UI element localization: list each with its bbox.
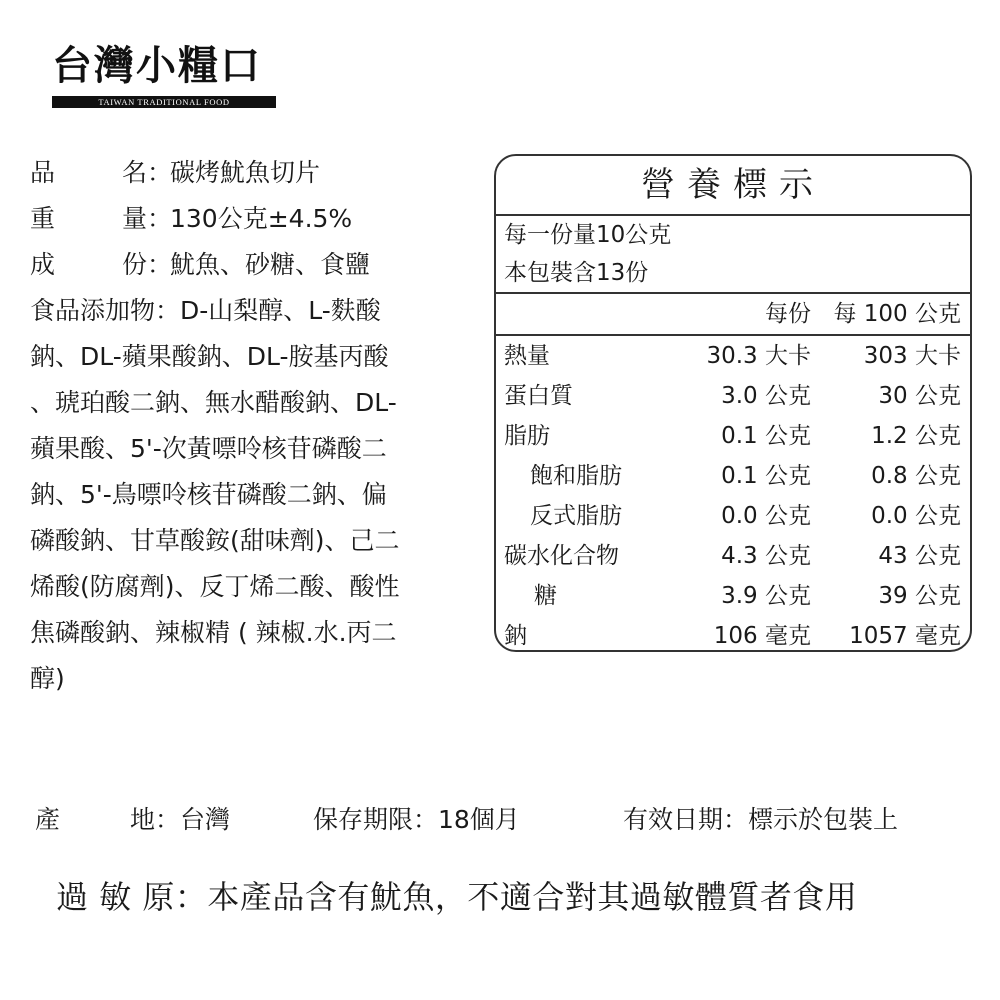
additives-line: 醇) [30, 664, 65, 693]
expiry-date: 有效日期：標示於包裝上 [623, 805, 899, 834]
ingredients-row: 成 份：魷魚、砂糖、食鹽 [30, 250, 371, 279]
per-serving-value: 0.0 公克 [721, 503, 811, 529]
per-100g-value: 1.2 公克 [871, 423, 961, 449]
per-serving-value: 3.9 公克 [721, 583, 811, 609]
product-info [30, 150, 485, 702]
per-serving-value: 0.1 公克 [721, 423, 811, 449]
per-serving-value: 4.3 公克 [721, 543, 811, 569]
additives-line: 蘋果酸、5'-次黃嘌呤核苷磷酸二 [30, 434, 387, 463]
nutrition-row [496, 336, 970, 376]
nutrition-row [496, 576, 970, 616]
additives-list [30, 288, 485, 702]
nutrition-row [496, 536, 970, 576]
nutrient-name: 脂肪 [504, 423, 550, 449]
nutrient-name: 反式脂肪 [530, 503, 622, 529]
product-name-value: 碳烤魷魚切片 [170, 158, 321, 187]
nutrition-row [496, 376, 970, 416]
nutrition-row [496, 416, 970, 456]
nutrition-facts-table [494, 154, 972, 652]
shelf-life: 保存期限：18個月 [313, 805, 520, 834]
origin-label: 產 [35, 805, 61, 834]
nutrition-row [496, 616, 970, 652]
per-100g-value: 0.0 公克 [871, 503, 961, 529]
nutrient-name: 糖 [534, 583, 557, 609]
nutrient-name: 碳水化合物 [504, 543, 619, 569]
per-100g-value: 1057 毫克 [849, 623, 961, 649]
product-name-row: 品 名：碳烤魷魚切片 [30, 158, 321, 187]
footer-info-row [35, 800, 975, 840]
per-serving-value: 3.0 公克 [721, 383, 811, 409]
additives-line: 鈉、DL-蘋果酸鈉、DL-胺基丙酸 [30, 342, 389, 371]
col-per-serving: 每份 [765, 301, 811, 327]
logo-text: 台灣小糧口 [52, 42, 262, 89]
brand-logo [52, 40, 276, 108]
per-100g-value: 30 公克 [878, 383, 961, 409]
ingredients-value: 魷魚、砂糖、食鹽 [170, 250, 371, 279]
per-100g-value: 39 公克 [878, 583, 961, 609]
per-100g-value: 303 大卡 [863, 343, 961, 369]
nutrient-name: 熱量 [504, 343, 550, 369]
allergen-notice: 過 敏 原：本產品含有魷魚，不適合對其過敏體質者食用 [56, 878, 858, 916]
nutrition-row [496, 456, 970, 496]
additives-line: 烯酸(防腐劑)、反丁烯二酸、酸性 [30, 572, 400, 601]
logo-subtitle: TAIWAN TRADITIONAL FOOD [52, 96, 276, 108]
per-serving-value: 0.1 公克 [721, 463, 811, 489]
additives-line: 鈉、5'-鳥嘌呤核苷磷酸二鈉、偏 [30, 480, 387, 509]
servings-per-pack: 本包裝含13份 [496, 254, 970, 294]
nutrition-header-row [496, 294, 970, 336]
nutrient-name: 鈉 [504, 623, 527, 649]
per-serving-value: 106 毫克 [713, 623, 811, 649]
additives-line: 焦磷酸鈉、辣椒精 ( 辣椒.水.丙二 [30, 618, 397, 647]
nutrition-row [496, 496, 970, 536]
serving-size: 每一份量10公克 [504, 222, 672, 248]
additives-line: 食品添加物：D-山梨醇、L-麩酸 [30, 296, 381, 325]
per-100g-value: 0.8 公克 [871, 463, 961, 489]
nutrient-name: 飽和脂肪 [530, 463, 622, 489]
additives-line: 、琥珀酸二鈉、無水醋酸鈉、DL- [30, 388, 397, 417]
weight-value: 130公克±4.5% [170, 204, 353, 233]
weight-row: 重 量：130公克±4.5% [30, 204, 353, 233]
per-100g-value: 43 公克 [878, 543, 961, 569]
col-per-100g: 每 100 公克 [833, 301, 961, 327]
nutrient-name: 蛋白質 [504, 383, 573, 409]
additives-line: 磷酸鈉、甘草酸銨(甜味劑)、己二 [30, 526, 400, 555]
origin-value: 地：台灣 [130, 805, 231, 834]
per-serving-value: 30.3 大卡 [706, 343, 811, 369]
nutrition-title: 營養標示 [496, 156, 970, 216]
